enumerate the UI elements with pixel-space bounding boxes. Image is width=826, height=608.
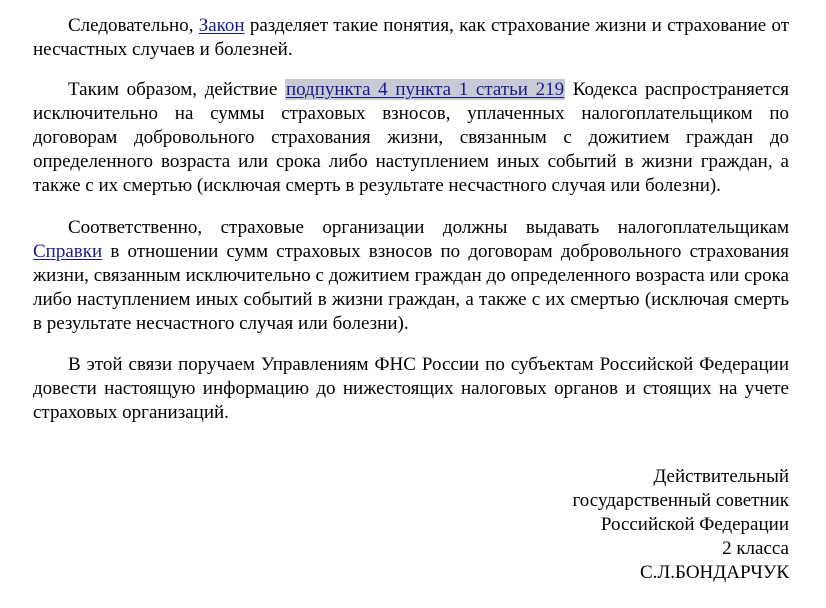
paragraph-instruction xyxy=(33,353,789,425)
certificates-link[interactable]: Справки xyxy=(33,241,103,262)
signature-title-line-1: Действительный xyxy=(653,466,789,487)
signature-block xyxy=(572,465,789,585)
article-219-link[interactable]: подпункта 4 пункта 1 статьи 219 xyxy=(285,79,565,100)
signatory-name: С.Л.БОНДАРЧУК xyxy=(639,562,789,583)
paragraph-text: в отношении сумм страховых взносов по договорам добровольного страхования жизни, связанным исключительно с дожитием граждан до определенного возраста или срока либо наступлением иных событий в жизни граждан, а также с их смертью (исключая смерть в результате несчастного случая или болезни). xyxy=(33,241,789,334)
paragraph-law-distinction xyxy=(33,14,789,62)
paragraph-text: Соответственно, страховые организации должны выдавать налогоплательщикам xyxy=(68,217,789,238)
signature-title-line-3: Российской Федерации xyxy=(600,514,789,535)
paragraph-text: Таким образом, действие xyxy=(68,79,285,100)
signature-title-line-2: государственный советник xyxy=(572,490,789,511)
signature-title-line-4: 2 класса xyxy=(722,538,789,559)
paragraph-article-219 xyxy=(33,78,789,198)
paragraph-text: Кодекса распространяется исключительно на суммы страховых взносов, уплаченных налогоплательщиком по договорам добровольного страхования жизни, связанным с дожитием граждан до определенного возраста или срока либо наступлением иных событий в жизни граждан, а также с их смертью (исключая смерть в результате несчастного случая или болезни). xyxy=(33,79,790,196)
paragraph-certificates xyxy=(33,216,789,336)
paragraph-text: В этой связи поручаем Управлениям ФНС России по субъектам Российской Федерации довести настоящую информацию до нижестоящих налоговых органов и стоящих на учете страховых организаций. xyxy=(33,354,789,423)
law-link[interactable]: Закон xyxy=(198,15,245,36)
document-body xyxy=(33,14,789,441)
paragraph-text: разделяет такие понятия, как страхование жизни и страхование от несчастных случаев и болезней. xyxy=(33,15,789,60)
paragraph-text: Следовательно, xyxy=(68,15,199,36)
